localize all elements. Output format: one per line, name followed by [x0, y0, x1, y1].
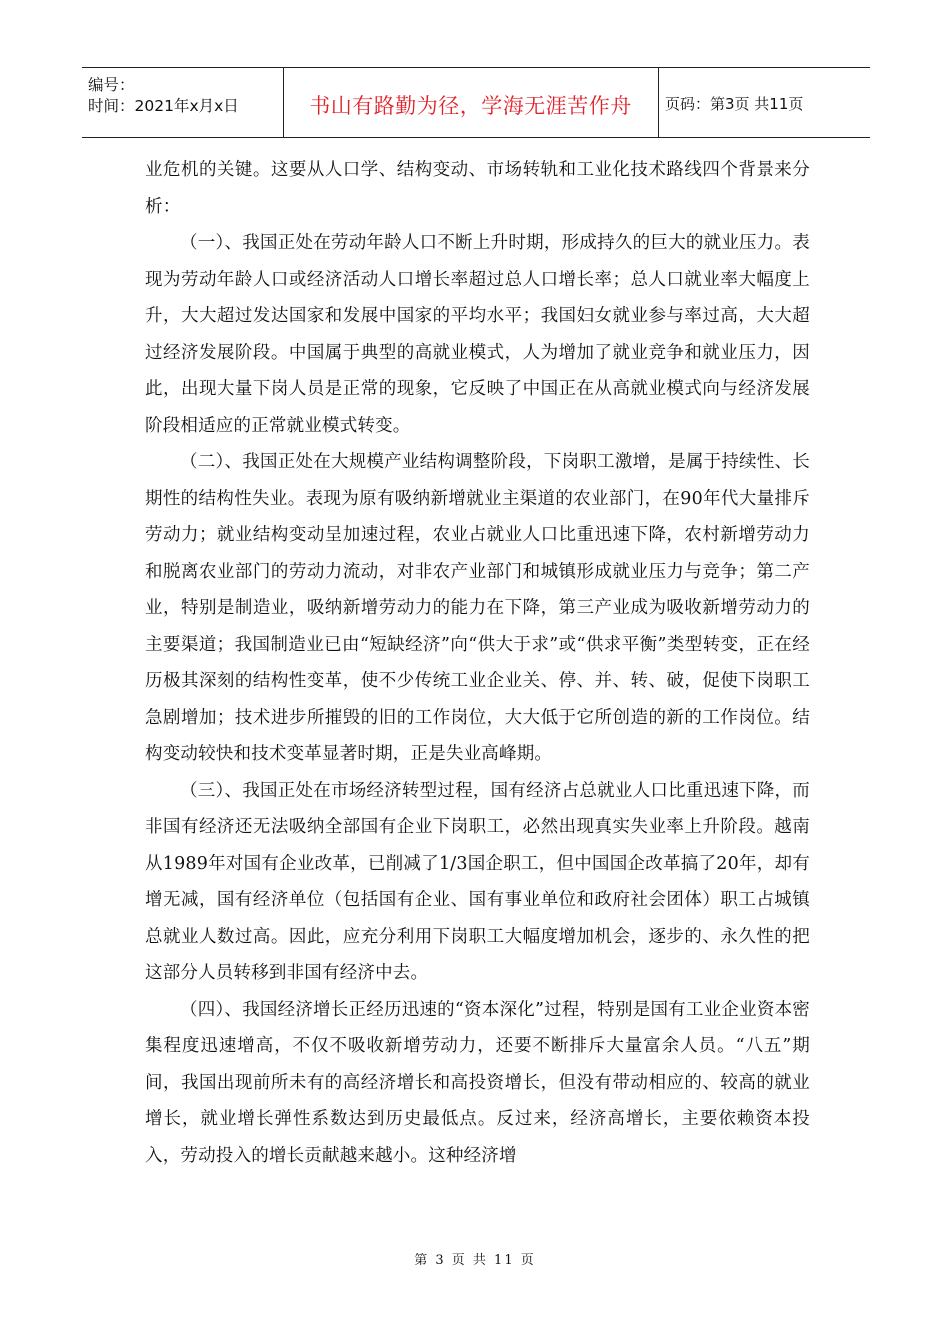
- header-motto-cell: [283, 68, 659, 137]
- paragraph-continuation: 业危机的关键。这要从人口学、结构变动、市场转轨和工业化技术路线四个背景来分析：: [145, 160, 810, 217]
- header-meta-cell: [82, 68, 284, 137]
- paragraph-4: （四）、我国经济增长正经历迅速的“资本深化”过程，特别是国有工业企业资本密集程度迅速增高，不仅不吸收新增劳动力，还要不断排斥大量富余人员。“八五”期间，我国出现前所未有的高经济增长和高投资增长，但没有带动相应的、较高的就业增长，就业增长弹性系数达到历史最低点。反过来，经济高增长，主要依赖资本投入，劳动投入的增长贡献越来越小。这种经济增: [145, 999, 810, 1166]
- date-label: 时间：2021年x月x日: [88, 97, 239, 115]
- page-footer: 第 3 页 共 11 页: [414, 1253, 536, 1268]
- motto: 书山有路勤为径，学海无涯苦作舟: [309, 94, 632, 118]
- paragraph-1: （一）、我国正处在劳动年龄人口不断上升时期，形成持久的巨大的就业压力。表现为劳动年龄人口或经济活动人口增长率超过总人口增长率；总人口就业率大幅度上升，大大超过发达国家和发展中国家的平均水平；我国妇女就业参与率过高，大大超过经济发展阶段。中国属于典型的高就业模式，人为增加了就业竞争和就业压力，因此，出现大量下岗人员是正常的现象，它反映了中国正在从高就业模式向与经济发展阶段相适应的正常就业模式转变。: [145, 233, 810, 436]
- document-body: [145, 152, 810, 1174]
- number-label: 编号：: [88, 76, 135, 94]
- paragraph-3: （三）、我国正处在市场经济转型过程，国有经济占总就业人口比重迅速下降，而非国有经济还无法吸纳全部国有企业下岗职工，必然出现真实失业率上升阶段。越南从1989年对国有企业改革，已削减了1/3国企职工，但中国国企改革搞了20年，却有增无减，国有经济单位（包括国有企业、国有事业单位和政府社会团体）职工占城镇总就业人数过高。因此，应充分利用下岗职工大幅度增加机会，逐步的、永久性的把这部分人员转移到非国有经济中去。: [145, 780, 810, 983]
- header-page-cell: [658, 68, 870, 137]
- page-info: 页码：第3页 共11页: [665, 95, 804, 113]
- document-header: [82, 67, 870, 138]
- paragraph-2: （二）、我国正处在大规模产业结构调整阶段，下岗职工激增，是属于持续性、长期性的结构性失业。表现为原有吸纳新增就业主渠道的农业部门，在90年代大量排斥劳动力；就业结构变动呈加速过程，农业占就业人口比重迅速下降，农村新增劳动力和脱离农业部门的劳动力流动，对非农产业部门和城镇形成就业压力与竞争；第二产业，特别是制造业，吸纳新增劳动力的能力在下降，第三产业成为吸收新增劳动力的主要渠道；我国制造业已由“短缺经济”向“供大于求”或“供求平衡”类型转变，正在经历极其深刻的结构性变革，使不少传统工业企业关、停、并、转、破，促使下岗职工急剧增加；技术进步所摧毁的旧的工作岗位，大大低于它所创造的新的工作岗位。结构变动较快和技术变革显著时期，正是失业高峰期。: [145, 452, 810, 764]
